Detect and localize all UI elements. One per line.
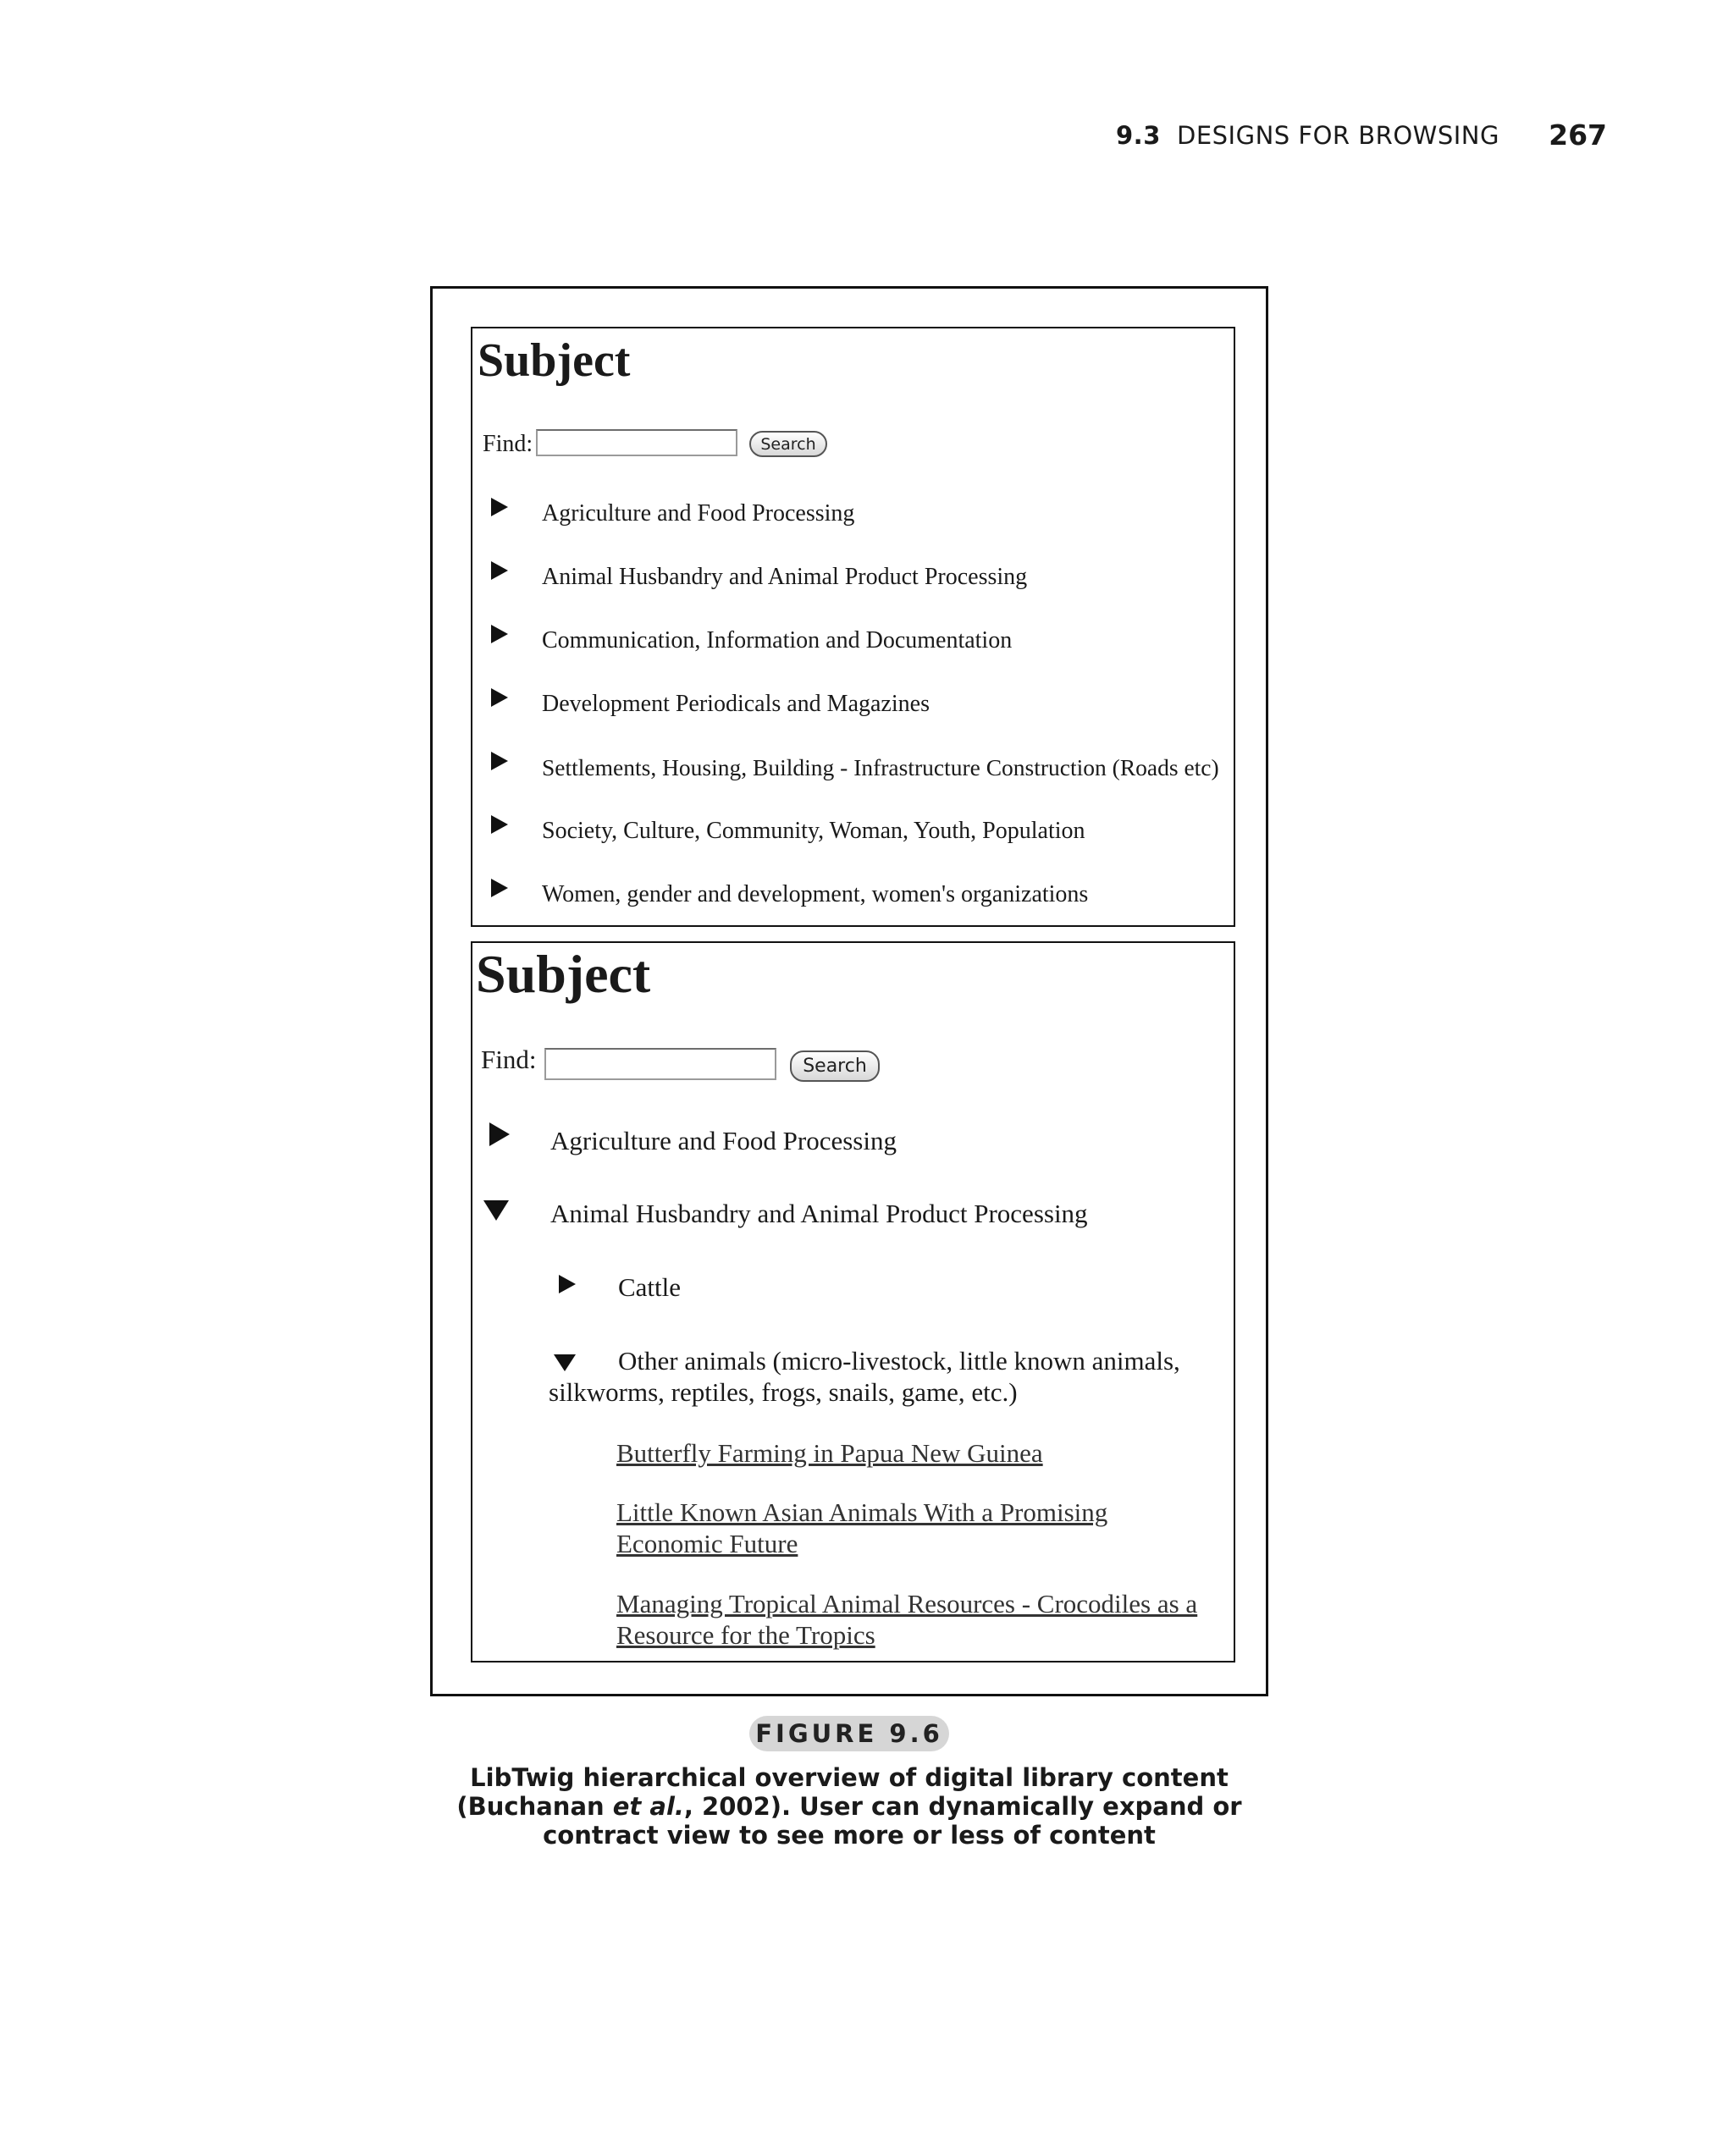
tree-item-agriculture[interactable]: Agriculture and Food Processing [550,1126,897,1155]
find-label: Find: [483,431,533,457]
running-head [1116,121,1607,158]
section-title: DESIGNS FOR BROWSING [1177,121,1499,150]
subject-panel-collapsed [471,327,1235,927]
collapse-arrow-icon[interactable] [483,1200,509,1221]
tree-item-settlements[interactable]: Settlements, Housing, Building - Infrastructure Construction (Roads etc) [542,754,1219,780]
figure-frame [430,286,1268,1696]
tree-item-society[interactable]: Society, Culture, Community, Woman, Youth, Population [542,818,1085,844]
find-input[interactable] [544,1048,776,1080]
tree-subitem-cattle[interactable]: Cattle [618,1272,682,1302]
expand-arrow-icon[interactable] [491,498,508,516]
expand-arrow-icon[interactable] [491,815,508,834]
caption-text: LibTwig hierarchical overview of digital library content (Buchanan [456,1763,1229,1821]
expand-arrow-icon[interactable] [491,688,508,707]
expand-arrow-icon[interactable] [491,879,508,897]
tree-item-animal-husbandry[interactable]: Animal Husbandry and Animal Product Processing [542,564,1028,590]
tree-item-development-periodicals[interactable]: Development Periodicals and Magazines [542,691,930,717]
panel-title: Subject [478,334,631,387]
search-button[interactable]: Search [790,1050,880,1082]
tree-item-communication[interactable]: Communication, Information and Documentation [542,627,1013,653]
tree-item-women[interactable]: Women, gender and development, women's organizations [542,881,1089,907]
tree-subitem-other-animals[interactable]: Other animals (micro-livestock, little known animals, silkworms, reptiles, frogs, snails, game, etc.) [549,1346,1180,1407]
section-number: 9.3 [1116,121,1161,150]
figure-caption [440,1763,1258,1850]
find-label: Find: [481,1045,537,1074]
tree-item-animal-husbandry[interactable]: Animal Husbandry and Animal Product Processing [550,1199,1088,1228]
document-link[interactable]: Managing Tropical Animal Resources - Crocodiles as a Resource for the Tropics [616,1589,1198,1650]
find-input[interactable] [536,429,737,456]
caption-italic: et al. [612,1792,684,1821]
figure-label: FIGURE 9.6 [749,1716,949,1751]
expand-arrow-icon[interactable] [491,625,508,643]
document-link[interactable]: Butterfly Farming in Papua New Guinea [616,1438,1043,1468]
expand-arrow-icon[interactable] [559,1275,576,1293]
tree-item-agriculture[interactable]: Agriculture and Food Processing [542,500,855,527]
subject-panel-expanded [471,941,1235,1662]
expand-arrow-icon[interactable] [489,1122,510,1146]
caption-text: , 2002). User can dynamically expand or contract view to see more or less of content [543,1792,1242,1850]
search-button[interactable]: Search [749,431,827,457]
panel-title: Subject [476,944,651,1004]
expand-arrow-icon[interactable] [491,752,508,770]
document-link[interactable]: Little Known Asian Animals With a Promising Economic Future [616,1497,1108,1558]
page-number: 267 [1549,119,1607,152]
expand-arrow-icon[interactable] [491,561,508,580]
